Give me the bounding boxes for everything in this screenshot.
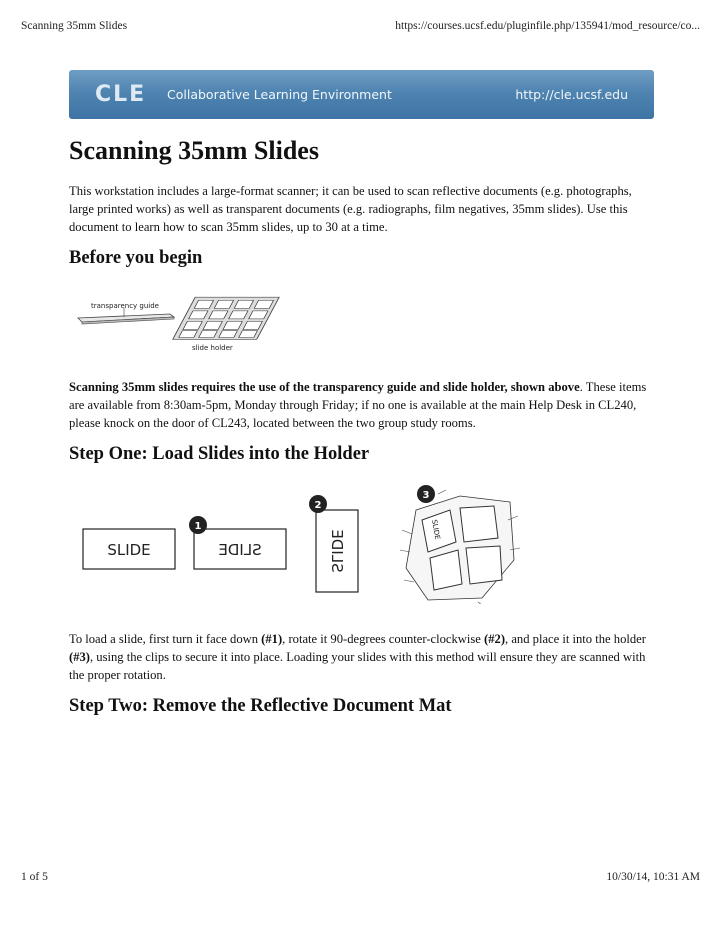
label-slide-holder: slide holder	[192, 344, 233, 352]
banner-tagline: Collaborative Learning Environment	[167, 87, 392, 102]
svg-text:1: 1	[194, 521, 202, 532]
svg-text:2: 2	[314, 500, 322, 511]
page-title: Scanning 35mm Slides	[69, 136, 319, 165]
svg-text:3: 3	[422, 490, 430, 501]
print-timestamp: 10/30/14, 10:31 AM	[606, 871, 700, 883]
step-one-text-1: To load a slide, first turn it face down	[69, 632, 262, 646]
step-one-ref-3: (#3)	[69, 650, 90, 664]
svg-text:SLIDE: SLIDE	[328, 529, 346, 573]
slide-face-up	[83, 529, 175, 569]
equipment-figure	[72, 284, 312, 358]
slide-in-holder	[400, 490, 520, 604]
step-one-text-3: , and place it into the holder	[505, 632, 646, 646]
print-footer	[21, 871, 700, 887]
slide-face-down	[194, 529, 286, 569]
before-paragraph	[69, 378, 659, 432]
step-one-text-4: , using the clips to secure it into place. Loading your slides with this method will ensure they are scanned with the proper rotation.	[69, 650, 646, 682]
transparency-guide-illustration	[78, 308, 174, 324]
svg-text:SLIDE: SLIDE	[430, 518, 442, 541]
print-header	[21, 20, 700, 36]
step-one-ref-2: (#2)	[484, 632, 506, 646]
cle-banner	[69, 70, 654, 119]
step-one-ref-1: (#1)	[261, 632, 283, 646]
heading-before-you-begin: Before you begin	[69, 248, 203, 268]
step-one-paragraph	[69, 630, 659, 684]
cle-logo: CLE	[95, 82, 147, 107]
slide-loading-figure	[80, 484, 520, 604]
slide-rotated	[316, 510, 358, 592]
before-paragraph-bold: Scanning 35mm slides requires the use of the transparency guide and slide holder, shown above	[69, 380, 580, 394]
step-marker-3	[417, 485, 435, 503]
step-one-text-2: , rotate it 90-degrees counter-clockwise	[282, 632, 485, 646]
print-header-url[interactable]: https://courses.ucsf.edu/pluginfile.php/135941/mod_resource/co...	[395, 20, 700, 32]
slide-holder-illustration	[173, 297, 279, 339]
intro-paragraph: This workstation includes a large-format scanner; it can be used to scan reflective documents (e.g. photographs, large printed works) as well as transparent documents (e.g. radiographs, film negatives, 35mm slides). Use this document to learn how to scan 35mm slides, up to 30 at a time.	[69, 184, 632, 234]
before-paragraph-rest: . These items are available from 8:30am-5pm, Monday through Friday; if no one is available at the main Help Desk in CL240, please knock on the door of CL243, located between the two group study rooms.	[69, 380, 647, 430]
page-number: 1 of 5	[21, 871, 48, 883]
heading-step-one: Step One: Load Slides into the Holder	[69, 444, 370, 464]
heading-step-two: Step Two: Remove the Reflective Document Mat	[69, 696, 452, 716]
label-transparency-guide: transparency guide	[91, 302, 159, 310]
banner-url[interactable]: http://cle.ucsf.edu	[515, 87, 628, 102]
step-marker-2	[309, 495, 327, 513]
print-header-title: Scanning 35mm Slides	[21, 20, 128, 32]
svg-text:SLIDE: SLIDE	[218, 541, 262, 559]
step-marker-1	[189, 516, 207, 534]
svg-text:SLIDE: SLIDE	[107, 541, 151, 559]
